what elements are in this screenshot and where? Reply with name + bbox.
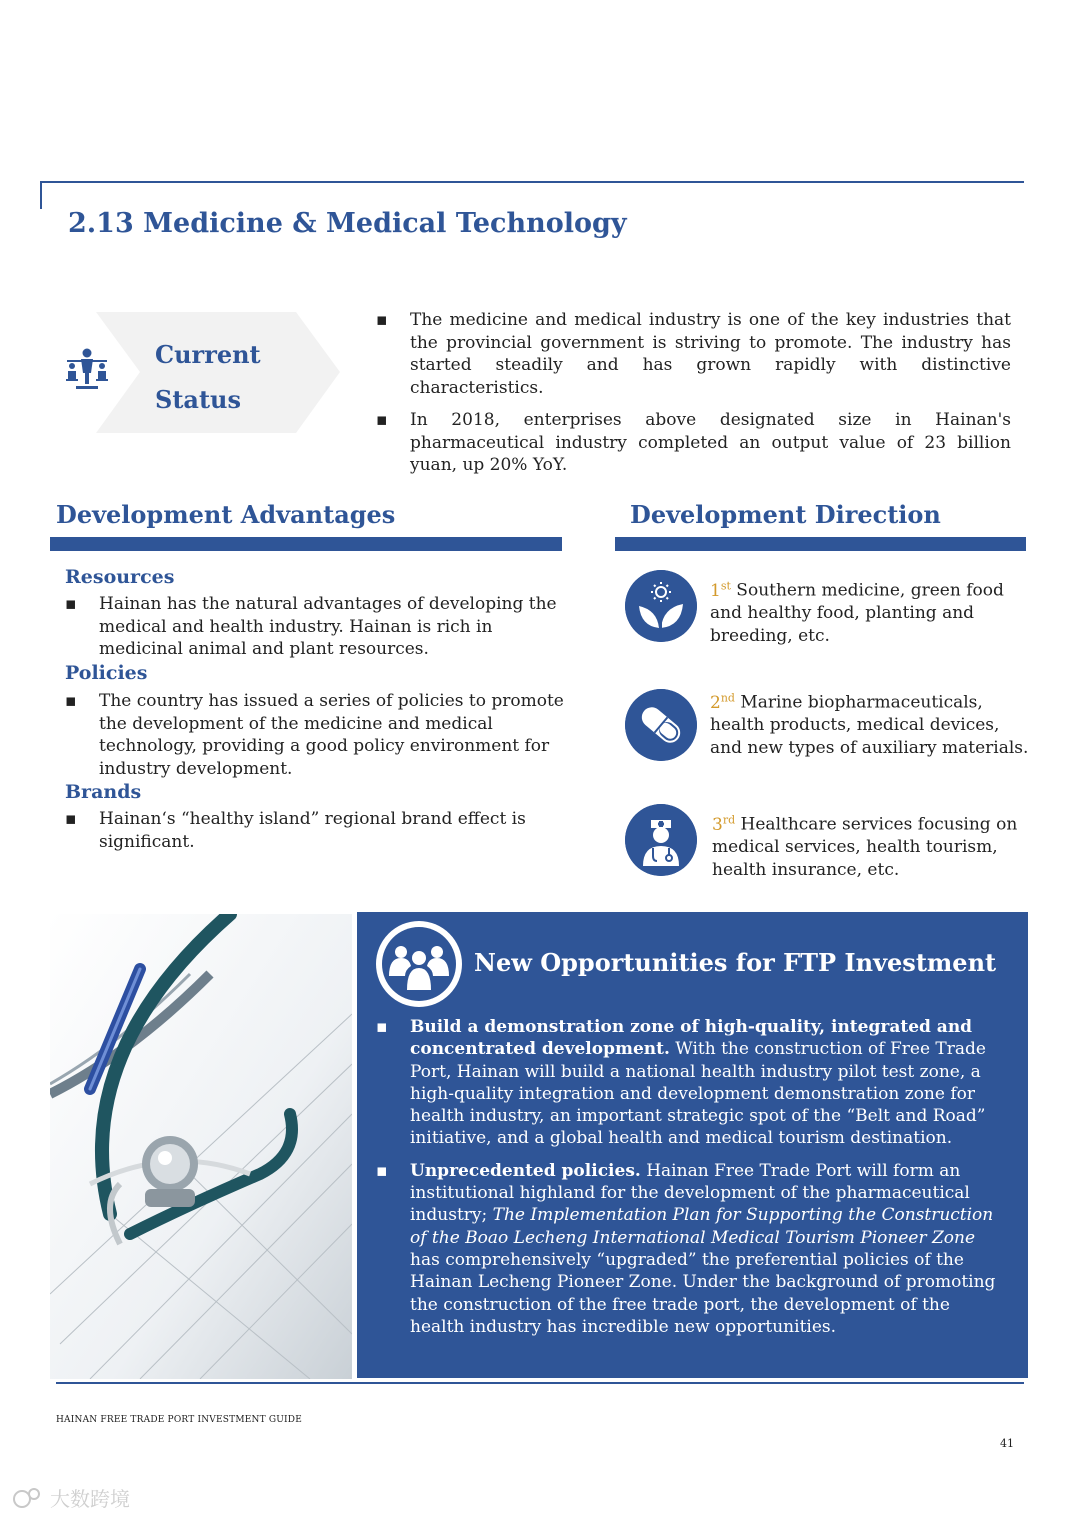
bottom-rule <box>56 1382 1024 1384</box>
adv-heading-policies: Policies <box>65 662 148 684</box>
doctor-icon <box>625 804 697 876</box>
adv-heading-brands: Brands <box>65 781 142 803</box>
list-item: ▪ Hainan has the natural advantages of developing the medical and health industry. Hainan is rich in medicinal animal and plant resources. <box>65 593 565 661</box>
direction-title: Development Direction <box>630 500 941 529</box>
list-item: ▪ The medicine and medical industry is one of the key industries that the provincial government is striving to promote. The industry has started steadily and has grown rapidly with distinctive characteristics. <box>376 309 1011 399</box>
people-balance-icon <box>64 346 110 392</box>
current-status-line1: Current <box>155 340 261 369</box>
list-item: ▪ The country has issued a series of policies to promote the development of the medicine and medical technology, providing a good policy environment for industry development. <box>65 690 565 780</box>
adv-list-resources <box>65 593 565 661</box>
opportunities-list <box>376 1016 998 1348</box>
watermark-logo <box>10 1484 150 1514</box>
list-item: ▪ Hainan‘s “healthy island” regional brand effect is significant. <box>65 808 565 853</box>
page-number: 41 <box>1000 1437 1014 1450</box>
top-rule-tick <box>40 181 42 209</box>
group-people-icon <box>375 920 463 1008</box>
opportunities-title: New Opportunities for FTP Investment <box>474 948 997 977</box>
ordinal-2: 2nd <box>710 691 735 713</box>
footer-text: HAINAN FREE TRADE PORT INVESTMENT GUIDE <box>56 1415 302 1425</box>
ordinal-1: 1st <box>710 579 731 601</box>
adv-list-policies <box>65 690 565 780</box>
direction-item-2: 2nd Marine biopharmaceuticals, health products, medical devices, and new types of auxiliary materials. <box>710 691 1029 758</box>
direction-bar <box>615 537 1026 551</box>
current-status-list <box>376 309 1011 487</box>
list-item: ▪ In 2018, enterprises above designated size in Hainan's pharmaceutical industry completed an output value of 23 billion yuan, up 20% YoY. <box>376 409 1011 477</box>
ordinal-3: 3rd <box>712 813 736 835</box>
top-rule <box>40 181 1024 183</box>
advantages-bar <box>50 537 562 551</box>
current-status-label <box>155 332 261 422</box>
list-item: ▪ Build a demonstration zone of high-quality, integrated and concentrated development. With the construction of Free Trade Port, Hainan will build a national health industry pilot test zone, a high-quality integration and development demonstration zone for health industry, an important strategic spot of the “Belt and Road” initiative, and a global health and medical tourism destination. <box>376 1016 998 1150</box>
sun-leaf-icon <box>625 570 697 642</box>
capsule-icon <box>625 689 697 761</box>
section-title: 2.13 Medicine & Medical Technology <box>68 208 627 239</box>
stethoscope-photo <box>50 914 352 1379</box>
current-status-line2: Status <box>155 385 242 414</box>
adv-heading-resources: Resources <box>65 566 175 588</box>
direction-item-3: 3rd Healthcare services focusing on medical services, health tourism, health insurance, etc. <box>712 813 1018 880</box>
adv-list-brands <box>65 808 565 853</box>
svg-text:大数跨境: 大数跨境 <box>50 1487 130 1511</box>
direction-item-1: 1st Southern medicine, green food and healthy food, planting and breeding, etc. <box>710 579 1004 646</box>
advantages-title: Development Advantages <box>56 500 396 529</box>
list-item: ▪ Unprecedented policies. Hainan Free Trade Port will form an institutional highland for the development of the pharmaceutical industry; The Implementation Plan for Supporting the Construction of the Boao Lecheng International Medical Tourism Pioneer Zone has comprehensively “upgraded” the preferential policies of the Hainan Lecheng Pioneer Zone. Under the background of promoting the construction of the free trade port, the development of the health industry has incredible new opportunities. <box>376 1160 998 1338</box>
